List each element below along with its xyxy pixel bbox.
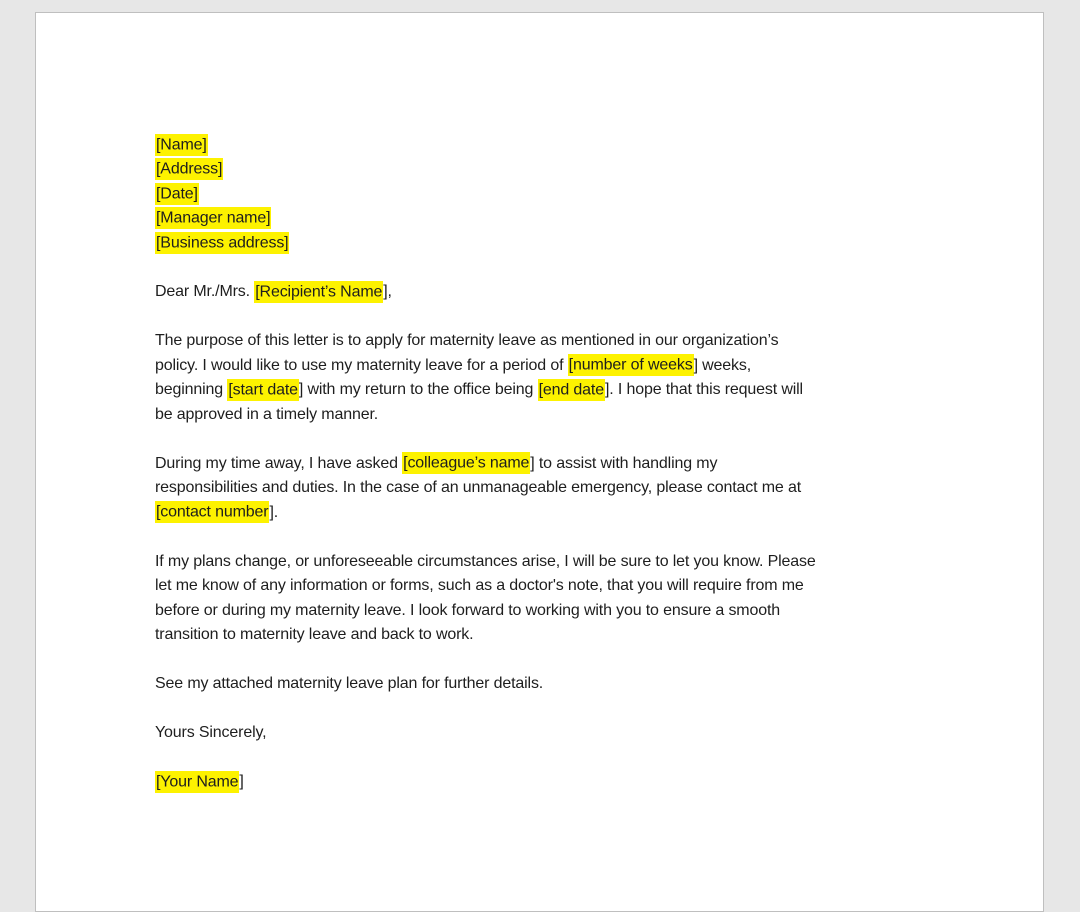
sender-address-block bbox=[155, 133, 925, 256]
placeholder-highlight: [number of weeks bbox=[568, 354, 694, 376]
placeholder-highlight: [Recipient’s Name bbox=[254, 281, 383, 303]
paragraph-attachment bbox=[155, 672, 925, 697]
placeholder-highlight: [Address] bbox=[155, 158, 223, 180]
text-segment: During my time away, I have asked bbox=[155, 454, 403, 472]
text-segment: See my attached maternity leave plan for further details. bbox=[155, 675, 544, 692]
placeholder-highlight: [start date bbox=[227, 379, 299, 401]
text-segment: Dear Mr./Mrs. bbox=[155, 283, 255, 300]
text-segment: ] to assist with handling my bbox=[530, 454, 718, 472]
text-segment: beginning bbox=[155, 381, 228, 398]
text-segment: transition to maternity leave and back to work. bbox=[155, 626, 474, 643]
text-segment: ]. bbox=[269, 503, 279, 521]
text-segment: responsibilities and duties. In the case of an unmanageable emergency, please contact me at bbox=[155, 479, 802, 496]
placeholder-highlight: [contact number bbox=[155, 501, 269, 523]
paragraph-leave-request bbox=[155, 329, 925, 427]
text-segment: ] weeks, bbox=[693, 356, 752, 374]
placeholder-highlight: [Manager name] bbox=[155, 207, 271, 229]
text-segment: let me know of any information or forms, such as a doctor's note, that you will require from me bbox=[155, 577, 804, 594]
placeholder-highlight: [Name] bbox=[155, 134, 208, 156]
placeholder-highlight: [Business address] bbox=[155, 232, 289, 254]
text-segment: The purpose of this letter is to apply for maternity leave as mentioned in our organization’s bbox=[155, 332, 779, 349]
paragraph-contingency bbox=[155, 550, 925, 648]
text-segment: ], bbox=[383, 283, 392, 300]
text-segment: Yours Sincerely, bbox=[155, 724, 267, 741]
placeholder-highlight: [colleague’s name bbox=[402, 452, 530, 474]
text-segment: If my plans change, or unforeseeable circumstances arise, I will be sure to let you know. Please bbox=[155, 552, 816, 570]
document-page bbox=[35, 12, 1044, 912]
closing bbox=[155, 721, 925, 746]
text-segment: ]. I hope that this request will bbox=[604, 381, 803, 398]
paragraph-coverage bbox=[155, 452, 925, 526]
text-segment: ] with my return to the office being bbox=[298, 381, 538, 398]
salutation bbox=[155, 280, 925, 305]
letter-body bbox=[36, 13, 1043, 795]
text-segment: before or during my maternity leave. I look forward to working with you to ensure a smooth bbox=[155, 601, 781, 619]
placeholder-highlight: [Date] bbox=[155, 183, 199, 205]
placeholder-highlight: [Your Name bbox=[155, 771, 239, 793]
placeholder-highlight: [end date bbox=[538, 379, 605, 401]
text-segment: be approved in a timely manner. bbox=[155, 405, 379, 423]
text-segment: policy. I would like to use my maternity leave for a period of bbox=[155, 356, 568, 374]
signature bbox=[155, 770, 925, 795]
text-segment: ] bbox=[239, 773, 244, 790]
